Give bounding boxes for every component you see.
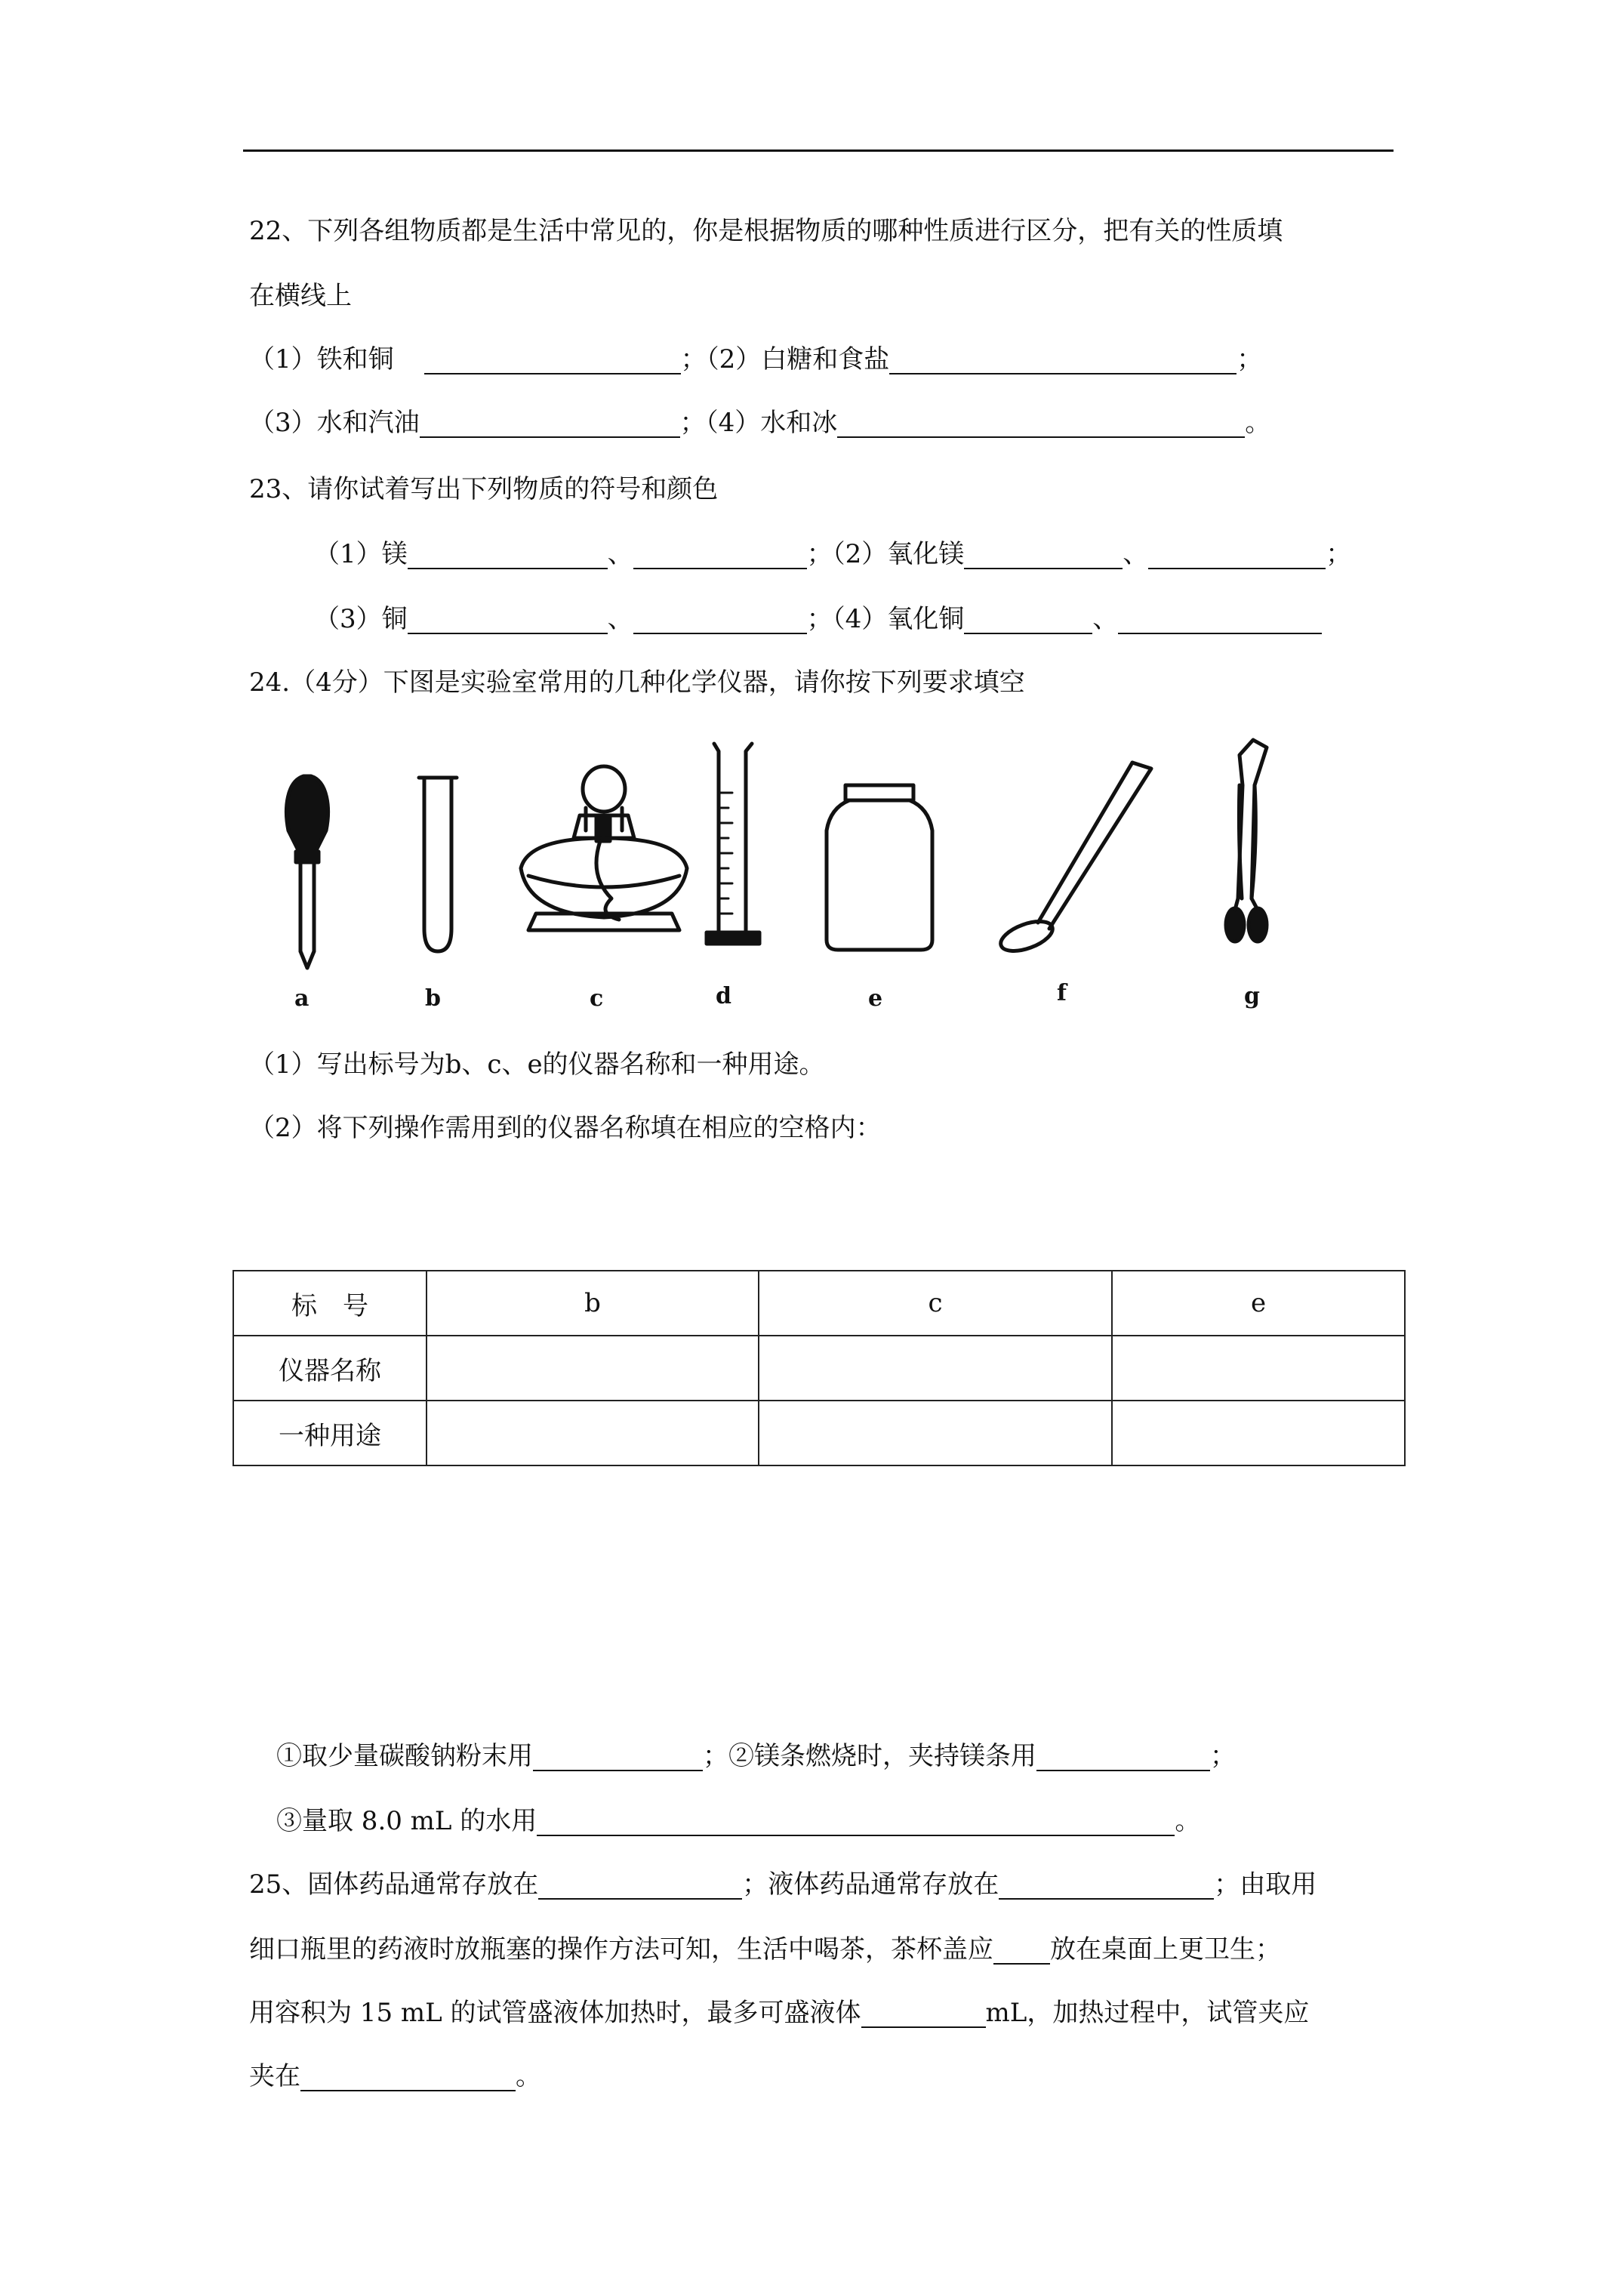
q25-line3-text: 用容积为 15 mL 的试管盛液体加热时，最多可盛液体 <box>249 1998 861 2028</box>
test-tube-icon <box>419 778 457 951</box>
q22-intro-line1: 22、下列各组物质都是生活中常见的，你是根据物质的哪种性质进行区分，把有关的性质填 <box>249 216 1283 246</box>
q25-line3 <box>249 1998 1309 2028</box>
q23-part4-label: ；（4）氧化铜 <box>806 604 965 634</box>
q22-part3-label: （3）水和汽油 <box>249 408 420 438</box>
q25-blank-clamp[interactable] <box>300 2064 516 2091</box>
q23-blank-1b[interactable] <box>633 542 807 569</box>
q22-row1 <box>249 344 1262 374</box>
q25-liquid-label: ；液体药品通常存放在 <box>742 1869 999 1900</box>
q23-comma-4: 、 <box>1092 604 1119 634</box>
q23-blank-3a[interactable] <box>408 607 608 634</box>
q24-blank-op1[interactable] <box>533 1744 703 1771</box>
table-cell-use-e[interactable] <box>1112 1401 1405 1465</box>
q22-row2 <box>249 408 1270 438</box>
q22-blank-1[interactable] <box>424 347 681 374</box>
q23-blank-2b[interactable] <box>1148 542 1326 569</box>
apparatus-label-g: g <box>1244 983 1260 1009</box>
table-col-e: e <box>1112 1271 1405 1336</box>
table-cell-use-b[interactable] <box>427 1401 759 1465</box>
table-cell-name-e[interactable] <box>1112 1336 1405 1401</box>
table-cell-name-b[interactable] <box>427 1336 759 1401</box>
q23-comma-3: 、 <box>607 604 633 634</box>
q22-period: 。 <box>1245 408 1271 438</box>
q23-part3-label: （3）铜 <box>314 604 408 634</box>
q23-comma-1: 、 <box>607 539 633 569</box>
table-row-use-label: 一种用途 <box>233 1401 427 1465</box>
q25-line1 <box>249 1869 1317 1900</box>
q25-line2 <box>249 1934 1281 1965</box>
q23-blank-4b[interactable] <box>1118 607 1322 634</box>
q25-line1-tail: ；由取用 <box>1214 1869 1317 1900</box>
apparatus-label-d: d <box>716 983 731 1009</box>
dropper-icon <box>286 776 328 968</box>
q23-blank-1a[interactable] <box>408 542 608 569</box>
q24-op3-label: ③量取 8.0 mL 的水用 <box>276 1806 537 1836</box>
q24-intro: 24.（4分）下图是实验室常用的几种化学仪器，请你按下列要求填空 <box>249 667 1025 698</box>
table-cell-use-c[interactable] <box>759 1401 1112 1465</box>
q25-period: 。 <box>516 2061 541 2091</box>
q22-semicolon: ； <box>1236 344 1263 374</box>
q25-line2-tail: 放在桌面上更卫生； <box>1050 1934 1281 1965</box>
q25-blank-lid[interactable] <box>993 1937 1050 1965</box>
q22-blank-2[interactable] <box>889 347 1236 374</box>
q25-line4 <box>249 2061 541 2091</box>
table-col-b: b <box>427 1271 759 1336</box>
q25-blank-solid[interactable] <box>538 1872 742 1900</box>
q24-op1-label: ①取少量碳酸钠粉末用 <box>276 1741 533 1771</box>
q24-op-row1 <box>276 1741 1236 1771</box>
apparatus-label-b: b <box>425 985 441 1012</box>
apparatus-label-c: c <box>590 985 604 1012</box>
apparatus-label-a: a <box>294 985 310 1012</box>
q24-sub2: （2）将下列操作需用到的仪器名称填在相应的空格内： <box>249 1113 882 1143</box>
q25-solid-label: 25、固体药品通常存放在 <box>249 1869 539 1900</box>
table-row-name <box>233 1336 1405 1401</box>
table-cell-name-c[interactable] <box>759 1336 1112 1401</box>
q23-part2-label: ；（2）氧化镁 <box>806 539 965 569</box>
apparatus-label-f: f <box>1057 980 1067 1006</box>
q22-blank-4[interactable] <box>837 411 1245 438</box>
q24-blank-op2[interactable] <box>1036 1744 1210 1771</box>
q22-part4-label: ；（4）水和冰 <box>679 408 838 438</box>
table-col-c: c <box>759 1271 1112 1336</box>
q23-semicolon: ； <box>1326 539 1352 569</box>
medicine-spoon-icon <box>997 763 1151 957</box>
q23-part1-label: （1）镁 <box>314 539 408 569</box>
q24-blank-op3[interactable] <box>537 1809 1175 1836</box>
q24-period: 。 <box>1175 1806 1201 1836</box>
q22-blank-3[interactable] <box>420 411 680 438</box>
apparatus-label-e: e <box>868 985 883 1012</box>
q22-part1-label: （1）铁和铜 <box>249 344 394 374</box>
table-row-name-label: 仪器名称 <box>233 1336 427 1401</box>
q23-row1 <box>314 539 1351 569</box>
q25-line4-text: 夹在 <box>249 2061 300 2091</box>
q23-blank-3b[interactable] <box>633 607 807 634</box>
q23-blank-4a[interactable] <box>964 607 1092 634</box>
q25-line2-text: 细口瓶里的药液时放瓶塞的操作方法可知，生活中喝茶，茶杯盖应 <box>249 1934 993 1965</box>
q22-intro-line2: 在横线上 <box>249 281 352 311</box>
q23-blank-2a[interactable] <box>964 542 1123 569</box>
q24-op2-label: ；②镁条燃烧时，夹持镁条用 <box>703 1741 1036 1771</box>
apparatus-table <box>233 1270 1406 1466</box>
header-rule <box>243 149 1394 152</box>
table-row-header <box>233 1271 1405 1336</box>
q23-row2 <box>314 604 1322 634</box>
q22-part2-label: ；（2）白糖和食盐 <box>680 344 890 374</box>
q23-intro: 23、请你试着写出下列物质的符号和颜色 <box>249 474 719 504</box>
crucible-tongs-icon <box>1226 740 1267 942</box>
q25-line3-tail: mL，加热过程中，试管夹应 <box>985 1998 1310 2028</box>
apparatus-figure <box>257 725 1313 1019</box>
table-row-use <box>233 1401 1405 1465</box>
wide-mouth-bottle-icon <box>827 785 932 950</box>
alcohol-lamp-icon <box>521 766 687 930</box>
q24-sub1: （1）写出标号为b、c、e的仪器名称和一种用途。 <box>249 1049 825 1080</box>
q24-op-row2 <box>276 1806 1200 1836</box>
q24-semicolon: ； <box>1210 1741 1236 1771</box>
q25-blank-liquid[interactable] <box>999 1872 1214 1900</box>
q23-comma-2: 、 <box>1123 539 1149 569</box>
q25-blank-volume[interactable] <box>861 2001 986 2028</box>
table-header-label: 标 号 <box>233 1271 427 1336</box>
graduated-cylinder-icon <box>707 744 759 944</box>
